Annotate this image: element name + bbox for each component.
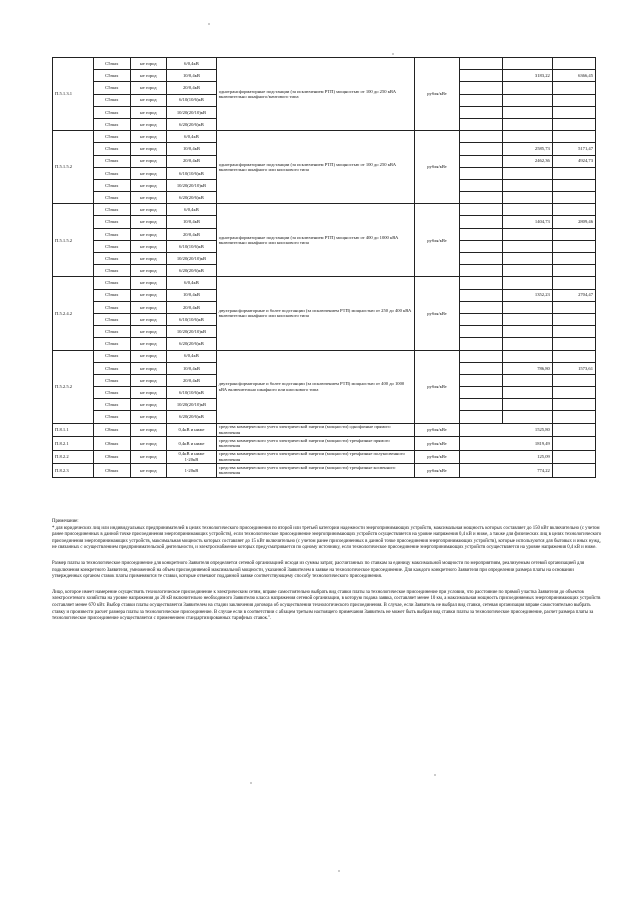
- value-cell: [552, 82, 595, 94]
- value-cell: [552, 313, 595, 325]
- value-cell: [552, 167, 595, 179]
- area-cell: не город: [130, 338, 167, 350]
- area-cell: не город: [130, 216, 167, 228]
- voltage-cell: 6/0,4кВ: [167, 58, 217, 70]
- empty-cell: [460, 216, 503, 228]
- value-cell: [503, 228, 553, 240]
- row-code-cell: П.5.1.5.2: [53, 204, 94, 277]
- empty-cell: [460, 82, 503, 94]
- value-cell: 774,22: [460, 464, 553, 478]
- value-cell: 1525,80: [460, 423, 553, 437]
- rate-cell: С5max: [93, 326, 130, 338]
- empty-cell: [460, 387, 503, 399]
- area-cell: не город: [130, 423, 167, 437]
- rate-cell: С5max: [93, 106, 130, 118]
- area-cell: не город: [130, 143, 167, 155]
- rate-cell: С5max: [93, 387, 130, 399]
- value-cell: 5171,47: [552, 143, 595, 155]
- value-cell: [552, 350, 595, 362]
- area-cell: не город: [130, 192, 167, 204]
- voltage-cell: 20/0,4кВ: [167, 155, 217, 167]
- empty-cell: [460, 106, 503, 118]
- area-cell: не город: [130, 228, 167, 240]
- notes-paragraph-2: Размер платы за технологическое присоединение для конкретного Заявителя определяется сетевой организацией исходя из суммы затрат, рассчитанных по ставкам за единицу максимальной мощности по мероприятиям, реализуемым сетевой организацией для подключения конкретного Заявителя, умноженной на объем присоединяемой максимальной мощности, указанной Заявителем в заявке на технологическое присоединение. Для каждого конкретного Заявителя при определении размера платы на основании утвержденных органом ставок платы применяются те ставки, которые отвечают подданной заявке соответствующему способу технологического присоединения.: [52, 560, 585, 580]
- value-cell: 4924,73: [552, 155, 595, 167]
- empty-cell: [552, 464, 595, 478]
- empty-cell: [460, 313, 503, 325]
- value-cell: [552, 204, 595, 216]
- unit-cell: рубля/кВт: [414, 464, 459, 478]
- area-cell: не город: [130, 450, 167, 464]
- value-cell: 1352,23: [503, 289, 553, 301]
- area-cell: не город: [130, 82, 167, 94]
- area-cell: не город: [130, 326, 167, 338]
- value-cell: [503, 58, 553, 70]
- value-cell: 2704,47: [552, 289, 595, 301]
- rate-cell: С8max: [93, 450, 130, 464]
- rate-cell: С5max: [93, 374, 130, 386]
- voltage-cell: [167, 437, 217, 451]
- value-cell: [503, 94, 553, 106]
- area-cell: не город: [130, 350, 167, 362]
- unit-cell: рубля/кВт: [414, 131, 459, 204]
- area-cell: не город: [130, 313, 167, 325]
- voltage-cell: 6/20(20/6)кВ: [167, 411, 217, 423]
- empty-cell: [460, 277, 503, 289]
- scan-speck: [338, 870, 340, 872]
- value-cell: [503, 387, 553, 399]
- rate-cell: С5max: [93, 70, 130, 82]
- voltage-cell: 6/10(10/6)кВ: [167, 94, 217, 106]
- value-cell: 1404,73: [503, 216, 553, 228]
- empty-cell: [460, 301, 503, 313]
- voltage-cell: 10/20(20/10)кВ: [167, 106, 217, 118]
- area-cell: не город: [130, 277, 167, 289]
- value-cell: 2809,46: [552, 216, 595, 228]
- voltage-cell: 6/20(20/6)кВ: [167, 118, 217, 130]
- empty-cell: [460, 94, 503, 106]
- rate-cell: С5max: [93, 289, 130, 301]
- empty-cell: [460, 411, 503, 423]
- scan-speck: [250, 782, 252, 784]
- rate-cell: С5max: [93, 82, 130, 94]
- voltage-cell: [167, 450, 217, 464]
- table-row: [53, 277, 596, 289]
- value-cell: [503, 313, 553, 325]
- voltage-cell: 20/0,4кВ: [167, 374, 217, 386]
- description-cell: средства коммерческого учета электрической энергии (мощности) однофазные прямого включения: [216, 423, 414, 437]
- value-cell: 6366,45: [552, 70, 595, 82]
- value-cell: [503, 82, 553, 94]
- value-cell: [503, 240, 553, 252]
- area-cell: не город: [130, 58, 167, 70]
- voltage-text: 0,4кВ и ниже: [178, 451, 205, 457]
- rate-cell: С8max: [93, 437, 130, 451]
- voltage-cell: 10/20(20/10)кВ: [167, 179, 217, 191]
- table-row: [53, 204, 596, 216]
- empty-cell: [460, 240, 503, 252]
- value-cell: 1573,61: [552, 362, 595, 374]
- rate-cell: С5max: [93, 204, 130, 216]
- area-cell: не город: [130, 155, 167, 167]
- voltage-cell: 6/20(20/6)кВ: [167, 338, 217, 350]
- value-cell: [503, 399, 553, 411]
- rate-cell: С5max: [93, 301, 130, 313]
- empty-cell: [460, 326, 503, 338]
- voltage-cell: 20/0,4кВ: [167, 228, 217, 240]
- empty-cell: [460, 167, 503, 179]
- unit-cell: рубля/кВт: [414, 450, 459, 464]
- empty-cell: [460, 265, 503, 277]
- value-cell: [503, 411, 553, 423]
- empty-cell: [460, 204, 503, 216]
- voltage-cell: 10/0,4кВ: [167, 362, 217, 374]
- rate-cell: С5max: [93, 155, 130, 167]
- value-cell: [503, 350, 553, 362]
- description-cell: однотрансформаторные подстанции (за исключением РТП) мощностью от 400 до 1000 кВА включительно шкафного или киоскового типа: [216, 204, 414, 277]
- area-cell: не город: [130, 411, 167, 423]
- voltage-cell: 6/10(10/6)кВ: [167, 313, 217, 325]
- empty-cell: [460, 289, 503, 301]
- rate-cell: С5max: [93, 253, 130, 265]
- rate-cell: С5max: [93, 167, 130, 179]
- empty-cell: [460, 192, 503, 204]
- area-cell: не город: [130, 94, 167, 106]
- rate-cell: С5max: [93, 228, 130, 240]
- value-cell: 2585,73: [503, 143, 553, 155]
- description-cell: двухтрансформаторные и более подстанции (за исключением РТП) мощностью от 250 до 400 кВА включительно шкафного или киоскового типа: [216, 277, 414, 350]
- row-code-cell: П.5.2.4.2: [53, 277, 94, 350]
- empty-cell: [460, 350, 503, 362]
- tariff-table-body: [53, 58, 596, 478]
- rate-cell: С8max: [93, 423, 130, 437]
- area-cell: не город: [130, 399, 167, 411]
- empty-cell: [552, 423, 595, 437]
- notes-section: [52, 519, 602, 623]
- voltage-cell: 10/20(20/10)кВ: [167, 326, 217, 338]
- table-row: [53, 131, 596, 143]
- notes-heading: Примечание:: [52, 519, 79, 524]
- voltage-cell: 6/0,4кВ: [167, 277, 217, 289]
- unit-cell: рубля/кВт: [414, 437, 459, 451]
- voltage-cell: 6/0,4кВ: [167, 131, 217, 143]
- scan-speck: [208, 23, 210, 25]
- area-cell: не город: [130, 289, 167, 301]
- description-cell: двухтрансформаторные и более подстанции (за исключением РТП) мощностью от 400 до 1000 кВА включительно шкафного или киоскового типа: [216, 350, 414, 423]
- area-cell: не город: [130, 437, 167, 451]
- voltage-cell: [167, 423, 217, 437]
- voltage-cell: 10/0,4кВ: [167, 143, 217, 155]
- value-cell: [503, 265, 553, 277]
- rate-cell: С5max: [93, 411, 130, 423]
- area-cell: не город: [130, 464, 167, 478]
- area-cell: не город: [130, 253, 167, 265]
- value-cell: [552, 253, 595, 265]
- scan-speck: [434, 774, 436, 776]
- empty-cell: [460, 179, 503, 191]
- voltage-text: 1-20кВ: [184, 456, 199, 462]
- empty-cell: [460, 131, 503, 143]
- description-cell: средства коммерческого учета электрической энергии (мощности) трехфазные косвенного включения: [216, 464, 414, 478]
- area-cell: не город: [130, 362, 167, 374]
- rate-cell: С8max: [93, 464, 130, 478]
- voltage-cell: [167, 464, 217, 478]
- value-cell: [503, 192, 553, 204]
- voltage-cell: 20/0,4кВ: [167, 301, 217, 313]
- rate-cell: С5max: [93, 216, 130, 228]
- table-row: [53, 450, 596, 464]
- row-code-cell: П.5.1.5.2: [53, 131, 94, 204]
- empty-cell: [460, 70, 503, 82]
- unit-cell: рубля/кВт: [414, 423, 459, 437]
- value-cell: [552, 326, 595, 338]
- value-cell: [503, 106, 553, 118]
- value-cell: 786,80: [503, 362, 553, 374]
- value-cell: [503, 326, 553, 338]
- rate-cell: С5max: [93, 143, 130, 155]
- value-cell: 3183,22: [503, 70, 553, 82]
- empty-cell: [460, 338, 503, 350]
- table-row: [53, 350, 596, 362]
- empty-cell: [460, 118, 503, 130]
- description-cell: средства коммерческого учета электрической энергии (мощности) трехфазные прямого включения: [216, 437, 414, 451]
- empty-cell: [460, 362, 503, 374]
- value-cell: [552, 118, 595, 130]
- value-cell: [503, 204, 553, 216]
- value-cell: [552, 411, 595, 423]
- voltage-cell: 6/20(20/6)кВ: [167, 192, 217, 204]
- unit-cell: рубля/кВт: [414, 350, 459, 423]
- value-cell: [552, 374, 595, 386]
- notes-paragraph-3: Лицо, которое имеет намерение осуществить технологическое присоединение к электрическим сетям, вправе самостоятельно выбрать вид ставки платы за технологическое присоединение при условии, что расстояние по прямой участка Заявителя до объектов электросетевого хозяйства на уровне напряжения до 20 кВ включительно необходимого Заявителю класса напряжения сетевой организации, в которую подана заявка, составляет менее 10 км, а максимальная мощность присоединяемых энергопринимающих устройств составляет менее 670 кВт. Выбор ставки платы осуществляется Заявителем на стадии заключения договора об осуществлении технологического присоединения. В случае, если Заявитель не выбрал вид ставки, сетевая организация вправе самостоятельно выбрать ставку и произвести расчет размера платы за технологическое присоединение. В случае если в соответствии с абзацем третьим настоящего примечания Заявитель не может быть выбран вид ставки платы за технологическое присоединение, расчет размера платы за технологическое присоединение осуществляется с применением стандартизированных тарифных ставок.".: [52, 589, 601, 622]
- value-cell: [503, 253, 553, 265]
- value-cell: [552, 338, 595, 350]
- description-cell: однотрансформаторные подстанции (за исключением РТП) мощностью от 100 до 250 кВА включительно шкафного или киоскового типа: [216, 131, 414, 204]
- row-code-cell: П.8.2.3: [53, 464, 94, 478]
- description-cell: средства коммерческого учета электрической энергии (мощности) трехфазные полукосвенного включения: [216, 450, 414, 464]
- area-cell: не город: [130, 106, 167, 118]
- area-cell: не город: [130, 240, 167, 252]
- area-cell: не город: [130, 374, 167, 386]
- value-cell: [552, 240, 595, 252]
- area-cell: не город: [130, 118, 167, 130]
- rate-cell: С5max: [93, 399, 130, 411]
- value-cell: [552, 94, 595, 106]
- empty-cell: [460, 253, 503, 265]
- rate-cell: С5max: [93, 94, 130, 106]
- description-cell: однотрансформаторные подстанции (за исключением РТП) мощностью от 100 до 250 кВА включительно шкафного/мачтового типа: [216, 58, 414, 131]
- value-cell: [503, 277, 553, 289]
- rate-cell: С5max: [93, 338, 130, 350]
- row-code-cell: П.8.2.2: [53, 450, 94, 464]
- value-cell: [503, 167, 553, 179]
- value-cell: [552, 131, 595, 143]
- row-code-cell: П.8.2.1: [53, 437, 94, 451]
- value-cell: [552, 58, 595, 70]
- value-cell: [503, 179, 553, 191]
- area-cell: не город: [130, 167, 167, 179]
- value-cell: 1819,49: [460, 437, 553, 451]
- voltage-text: 1-20кВ: [184, 467, 199, 473]
- rate-cell: С5max: [93, 277, 130, 289]
- value-cell: [552, 179, 595, 191]
- table-row: [53, 423, 596, 437]
- rate-cell: С5max: [93, 313, 130, 325]
- table-row: [53, 58, 596, 70]
- area-cell: не город: [130, 301, 167, 313]
- value-cell: [503, 338, 553, 350]
- value-cell: 2462,36: [503, 155, 553, 167]
- value-cell: [503, 131, 553, 143]
- rate-cell: С5max: [93, 265, 130, 277]
- area-cell: не город: [130, 131, 167, 143]
- value-cell: [552, 192, 595, 204]
- rate-cell: С5max: [93, 362, 130, 374]
- empty-cell: [460, 58, 503, 70]
- value-cell: [503, 118, 553, 130]
- tariff-table: [52, 57, 596, 478]
- rate-cell: С5max: [93, 192, 130, 204]
- rate-cell: С5max: [93, 131, 130, 143]
- area-cell: не город: [130, 204, 167, 216]
- voltage-cell: 10/0,4кВ: [167, 289, 217, 301]
- voltage-cell: 6/20(20/6)кВ: [167, 265, 217, 277]
- table-row: [53, 437, 596, 451]
- voltage-cell: 6/0,4кВ: [167, 204, 217, 216]
- voltage-cell: 6/10(10/6)кВ: [167, 387, 217, 399]
- voltage-cell: 10/0,4кВ: [167, 216, 217, 228]
- unit-cell: рубля/кВт: [414, 277, 459, 350]
- empty-cell: [460, 374, 503, 386]
- rate-cell: С5max: [93, 118, 130, 130]
- voltage-cell: 6/0,4кВ: [167, 350, 217, 362]
- value-cell: [552, 265, 595, 277]
- voltage-text: 0,4кВ и ниже: [178, 440, 205, 446]
- unit-cell: рубля/кВт: [414, 58, 459, 131]
- value-cell: [503, 374, 553, 386]
- area-cell: не город: [130, 179, 167, 191]
- empty-cell: [460, 399, 503, 411]
- voltage-text: 0,4кВ и ниже: [178, 427, 205, 433]
- scan-speck: [392, 53, 394, 55]
- unit-cell: рубля/кВт: [414, 204, 459, 277]
- notes-paragraph-1: * для юридических лиц или индивидуальных предпринимателей в целях технологического присоединения по второй или третьей категории надежности энергопринимающих устройств, максимальная мощность которых составляет до 150 кВт включительно (с учетом ранее присоединенных в данной точке присоединения энергопринимающих устройств), если технологическое присоединение энергопринимающих устройств осуществляется на уровне напряжения 0,4 кВ и ниже, а также для физических лиц в целях технологического присоединения энергопринимающих устройств, максимальная мощность которых составляет до 15 кВт включительно (с учетом ранее присоединенных в данной точке присоединения энергопринимающих устройств), которые используются для бытовых и иных нужд, не связанных с осуществлением предпринимательской деятельности, и электроснабжение которых предусматривается по одному источнику, если технологическое присоединение энергопринимающих устройств осуществляется на уровне напряжения 0,4 кВ и ниже.: [52, 525, 602, 551]
- area-cell: не город: [130, 265, 167, 277]
- value-cell: [552, 228, 595, 240]
- value-cell: [503, 301, 553, 313]
- voltage-cell: 10/20(20/10)кВ: [167, 253, 217, 265]
- value-cell: [552, 106, 595, 118]
- row-code-cell: П.8.1.1: [53, 423, 94, 437]
- rate-cell: С5max: [93, 240, 130, 252]
- empty-cell: [460, 143, 503, 155]
- value-cell: [552, 277, 595, 289]
- row-code-cell: П.5.1.3.1: [53, 58, 94, 131]
- rate-cell: С5max: [93, 179, 130, 191]
- rate-cell: С5max: [93, 58, 130, 70]
- voltage-cell: 6/10(10/6)кВ: [167, 240, 217, 252]
- empty-cell: [552, 437, 595, 451]
- row-code-cell: П.5.2.5.2: [53, 350, 94, 423]
- area-cell: не город: [130, 387, 167, 399]
- empty-cell: [460, 228, 503, 240]
- empty-cell: [552, 450, 595, 464]
- rate-cell: С5max: [93, 350, 130, 362]
- value-cell: 125,09: [460, 450, 553, 464]
- area-cell: не город: [130, 70, 167, 82]
- value-cell: [552, 387, 595, 399]
- table-row: [53, 464, 596, 478]
- value-cell: [552, 399, 595, 411]
- voltage-cell: 20/0,4кВ: [167, 82, 217, 94]
- empty-cell: [460, 155, 503, 167]
- voltage-cell: 6/10(10/6)кВ: [167, 167, 217, 179]
- value-cell: [552, 301, 595, 313]
- voltage-cell: 10/20(20/10)кВ: [167, 399, 217, 411]
- voltage-cell: 10/0,4кВ: [167, 70, 217, 82]
